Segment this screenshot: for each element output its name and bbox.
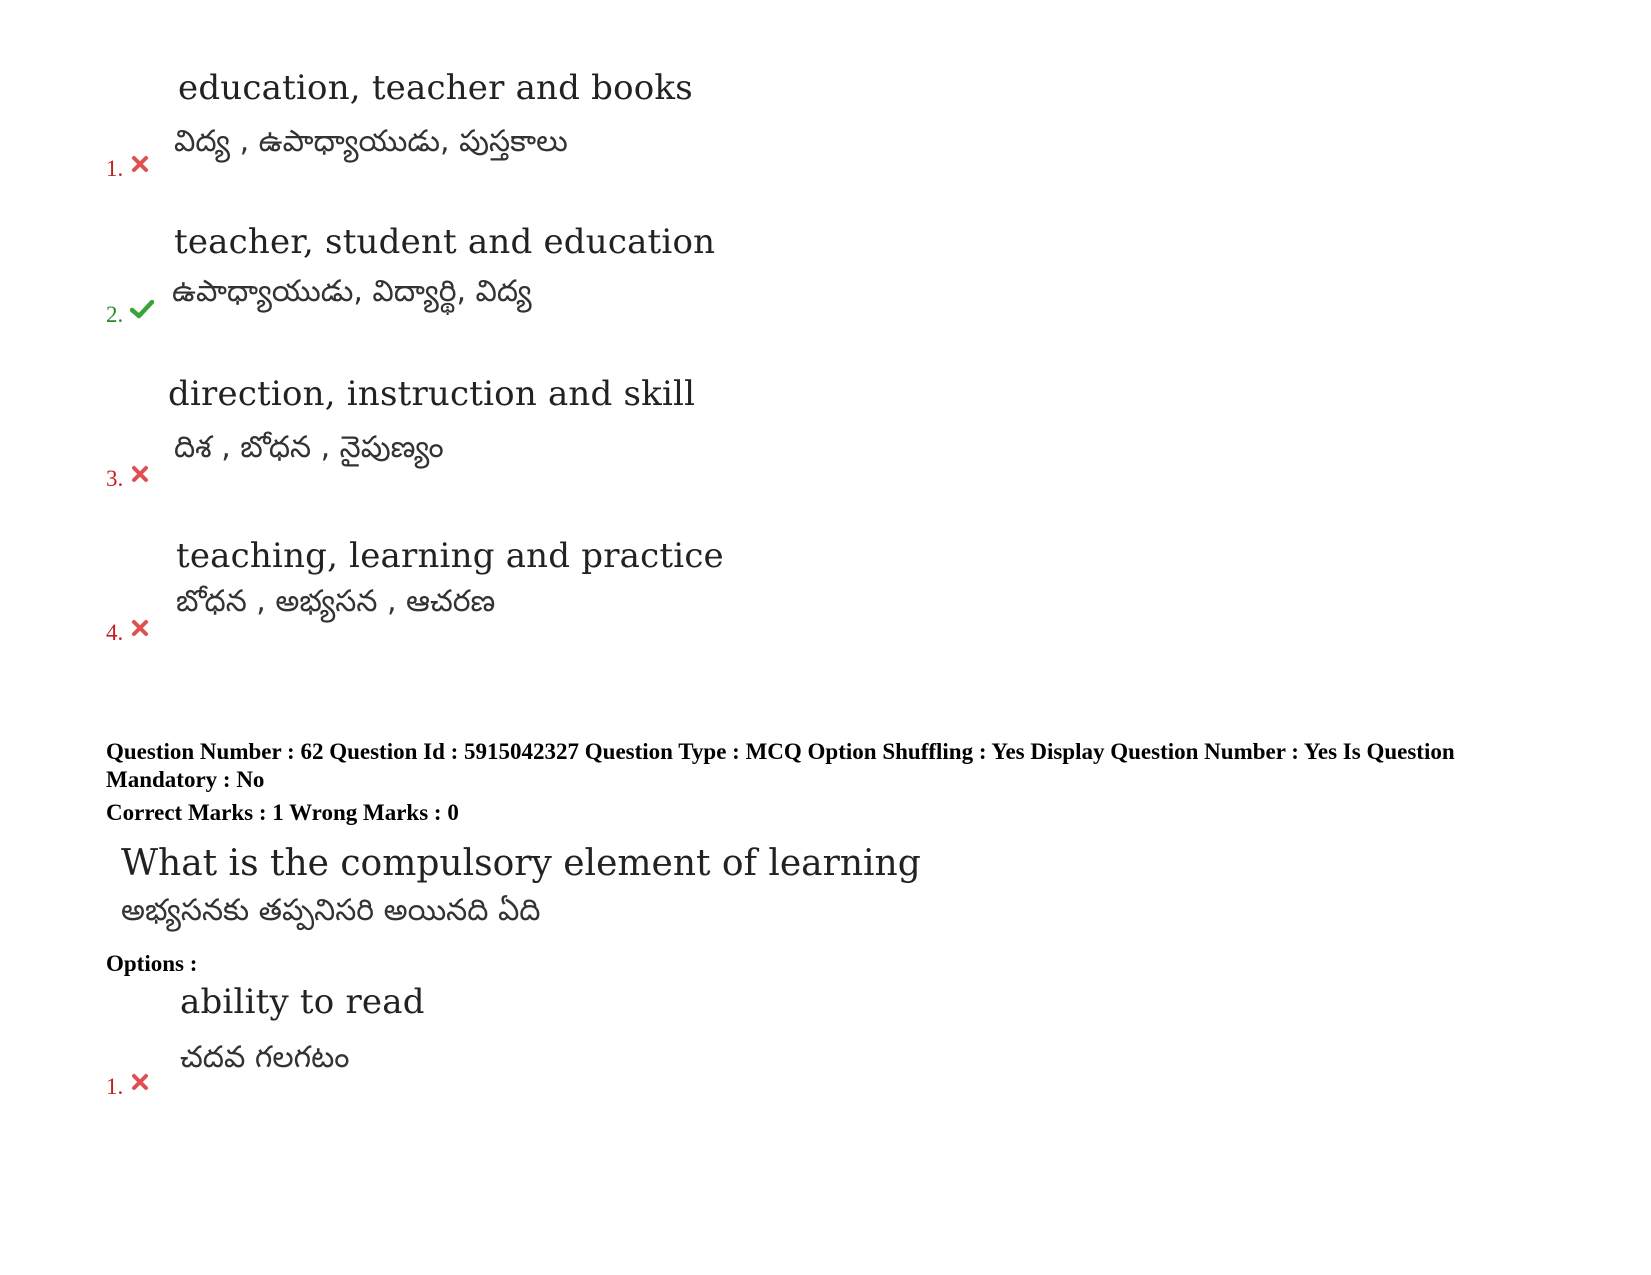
option-text-en: teaching, learning and practice bbox=[176, 536, 724, 576]
check-icon bbox=[130, 299, 154, 319]
option-number: 1. bbox=[106, 156, 124, 181]
option-text-en: education, teacher and books bbox=[178, 68, 693, 108]
option-text-te: దిశ , బోధన , నైపుణ్యం bbox=[174, 430, 444, 465]
cross-icon bbox=[131, 1073, 149, 1091]
cross-icon bbox=[131, 155, 149, 173]
option-text-en: ability to read bbox=[180, 982, 425, 1022]
cross-icon bbox=[131, 619, 149, 637]
option-text-te: విద్య , ఉపాధ్యాయుడు, పుస్తకాలు bbox=[174, 124, 568, 159]
question-text-te: అభ్యసనకు తప్పనిసరి అయినది ఏది bbox=[121, 893, 541, 928]
question-meta: Question Number : 62 Question Id : 5915042327 Question Type : MCQ Option Shuffling : Yes Display Question Number : Yes Is Question Mandatory : No bbox=[106, 739, 1455, 792]
option-number: 2. bbox=[106, 302, 124, 327]
option-number: 1. bbox=[106, 1074, 124, 1099]
option-number: 4. bbox=[106, 620, 124, 645]
options-label: Options : bbox=[106, 951, 198, 976]
question-text-en: What is the compulsory element of learning bbox=[121, 843, 921, 884]
option-text-en: teacher, student and education bbox=[174, 222, 716, 262]
option-number: 3. bbox=[106, 466, 124, 491]
cross-icon bbox=[131, 465, 149, 483]
option-text-te: బోధన , అభ్యసన , ఆచరణ bbox=[176, 584, 496, 619]
option-text-en: direction, instruction and skill bbox=[168, 374, 696, 414]
option-text-te: చదవ గలగటం bbox=[180, 1040, 350, 1075]
option-text-te: ఉపాధ్యాయుడు, విద్యార్థి, విద్య bbox=[172, 274, 532, 309]
marks-line: Correct Marks : 1 Wrong Marks : 0 bbox=[106, 800, 459, 825]
